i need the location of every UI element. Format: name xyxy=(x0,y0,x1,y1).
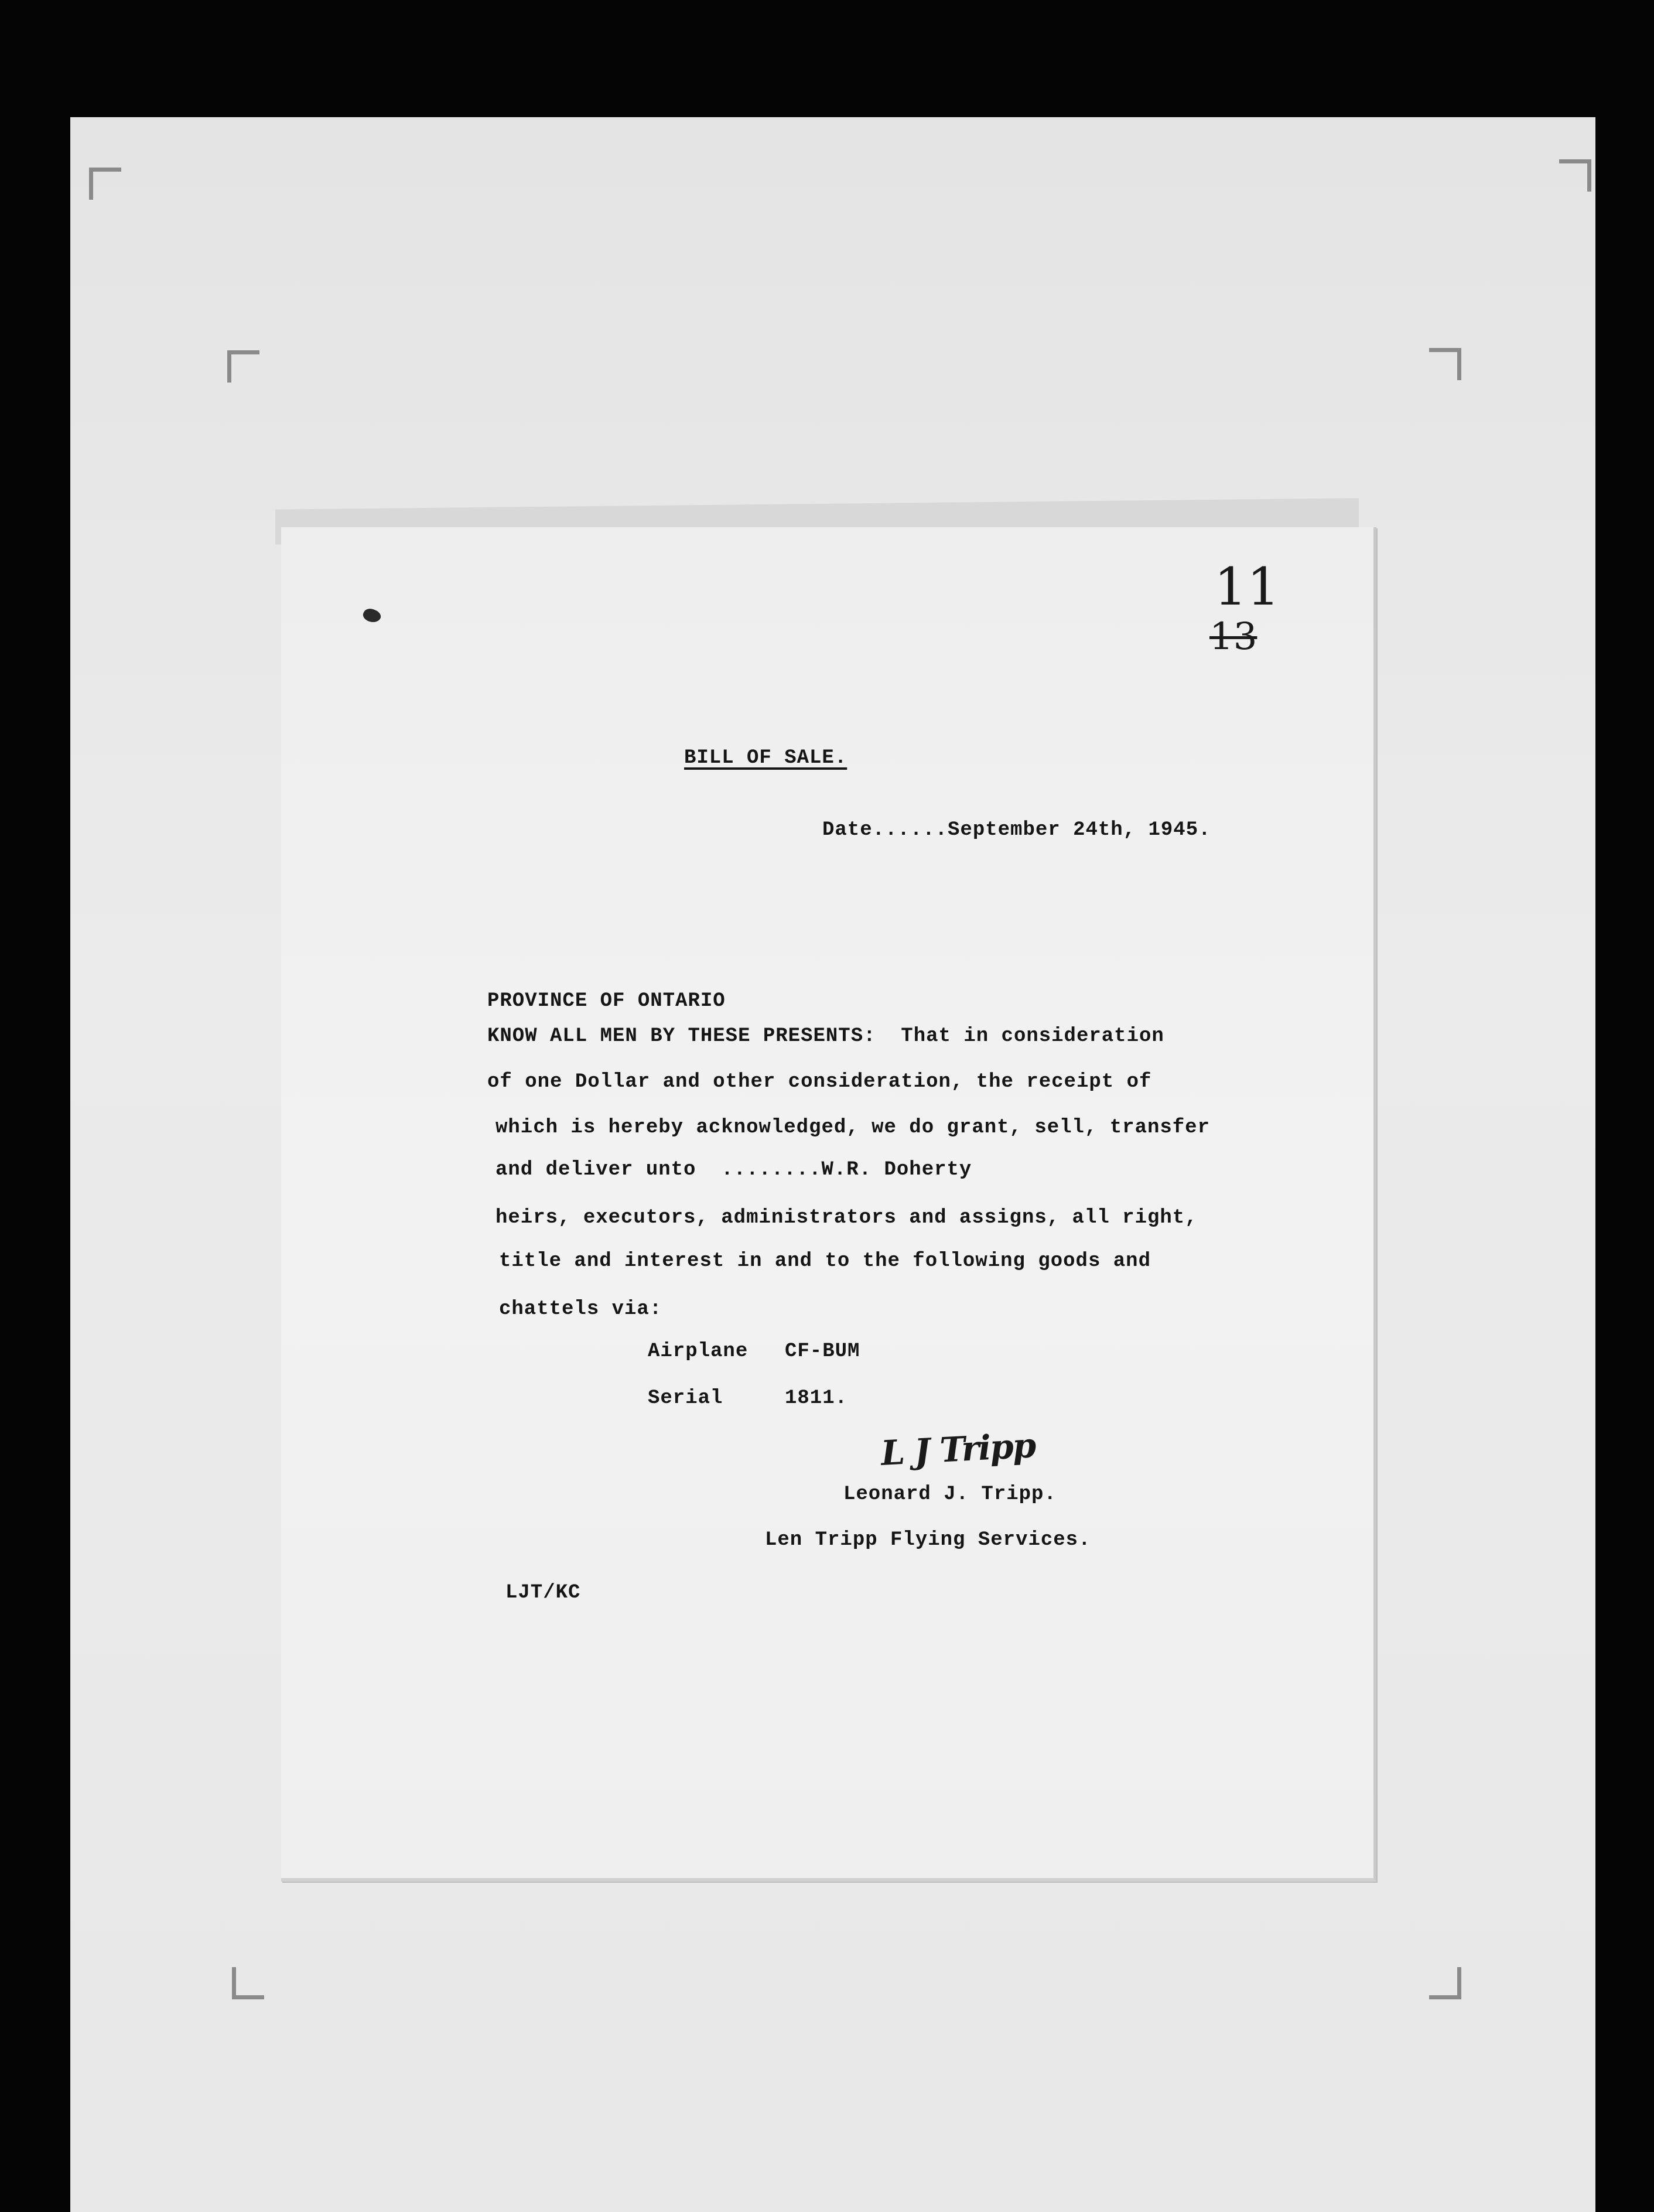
crop-mark-inner-bottom-left xyxy=(232,1967,264,1999)
crop-mark-top-right xyxy=(1559,159,1591,192)
reference-initials: LJT/KC xyxy=(505,1582,581,1604)
document-title: BILL OF SALE. xyxy=(684,747,847,769)
crop-mark-inner-top-right xyxy=(1429,348,1461,380)
signature: L J Tripp xyxy=(880,1425,1036,1473)
signer-name: Leonard J. Tripp. xyxy=(843,1483,1057,1506)
bill-of-sale-page xyxy=(281,527,1376,1882)
body-line-6: title and interest in and to the following goods and xyxy=(499,1250,1151,1272)
body-line-2: of one Dollar and other consideration, the receipt of xyxy=(487,1071,1152,1093)
body-line-3: which is hereby acknowledged, we do grant, sell, transfer xyxy=(495,1117,1210,1139)
ink-blot xyxy=(361,606,382,626)
item-label-airplane: Airplane xyxy=(648,1340,749,1363)
item-label-serial: Serial xyxy=(648,1387,723,1409)
body-line-4: and deliver unto ........W.R. Doherty xyxy=(495,1159,972,1181)
province-heading: PROVINCE OF ONTARIO xyxy=(487,990,726,1012)
signer-company: Len Tripp Flying Services. xyxy=(765,1529,1091,1551)
crop-mark-inner-top-left xyxy=(227,350,259,383)
document-date: Date......September 24th, 1945. xyxy=(822,819,1211,841)
item-value-serial: 1811. xyxy=(785,1387,848,1409)
page-number-struck: 13 xyxy=(1209,615,1257,658)
item-value-airplane: CF-BUM xyxy=(785,1340,860,1363)
body-line-5: heirs, executors, administrators and assigns, all right, xyxy=(495,1207,1198,1229)
crop-mark-top-left xyxy=(89,168,121,200)
body-line-1: KNOW ALL MEN BY THESE PRESENTS: That in consideration xyxy=(487,1025,1164,1047)
body-line-7: chattels via: xyxy=(499,1298,662,1320)
page-number-current: 11 xyxy=(1214,557,1280,617)
crop-mark-inner-bottom-right xyxy=(1429,1967,1461,1999)
